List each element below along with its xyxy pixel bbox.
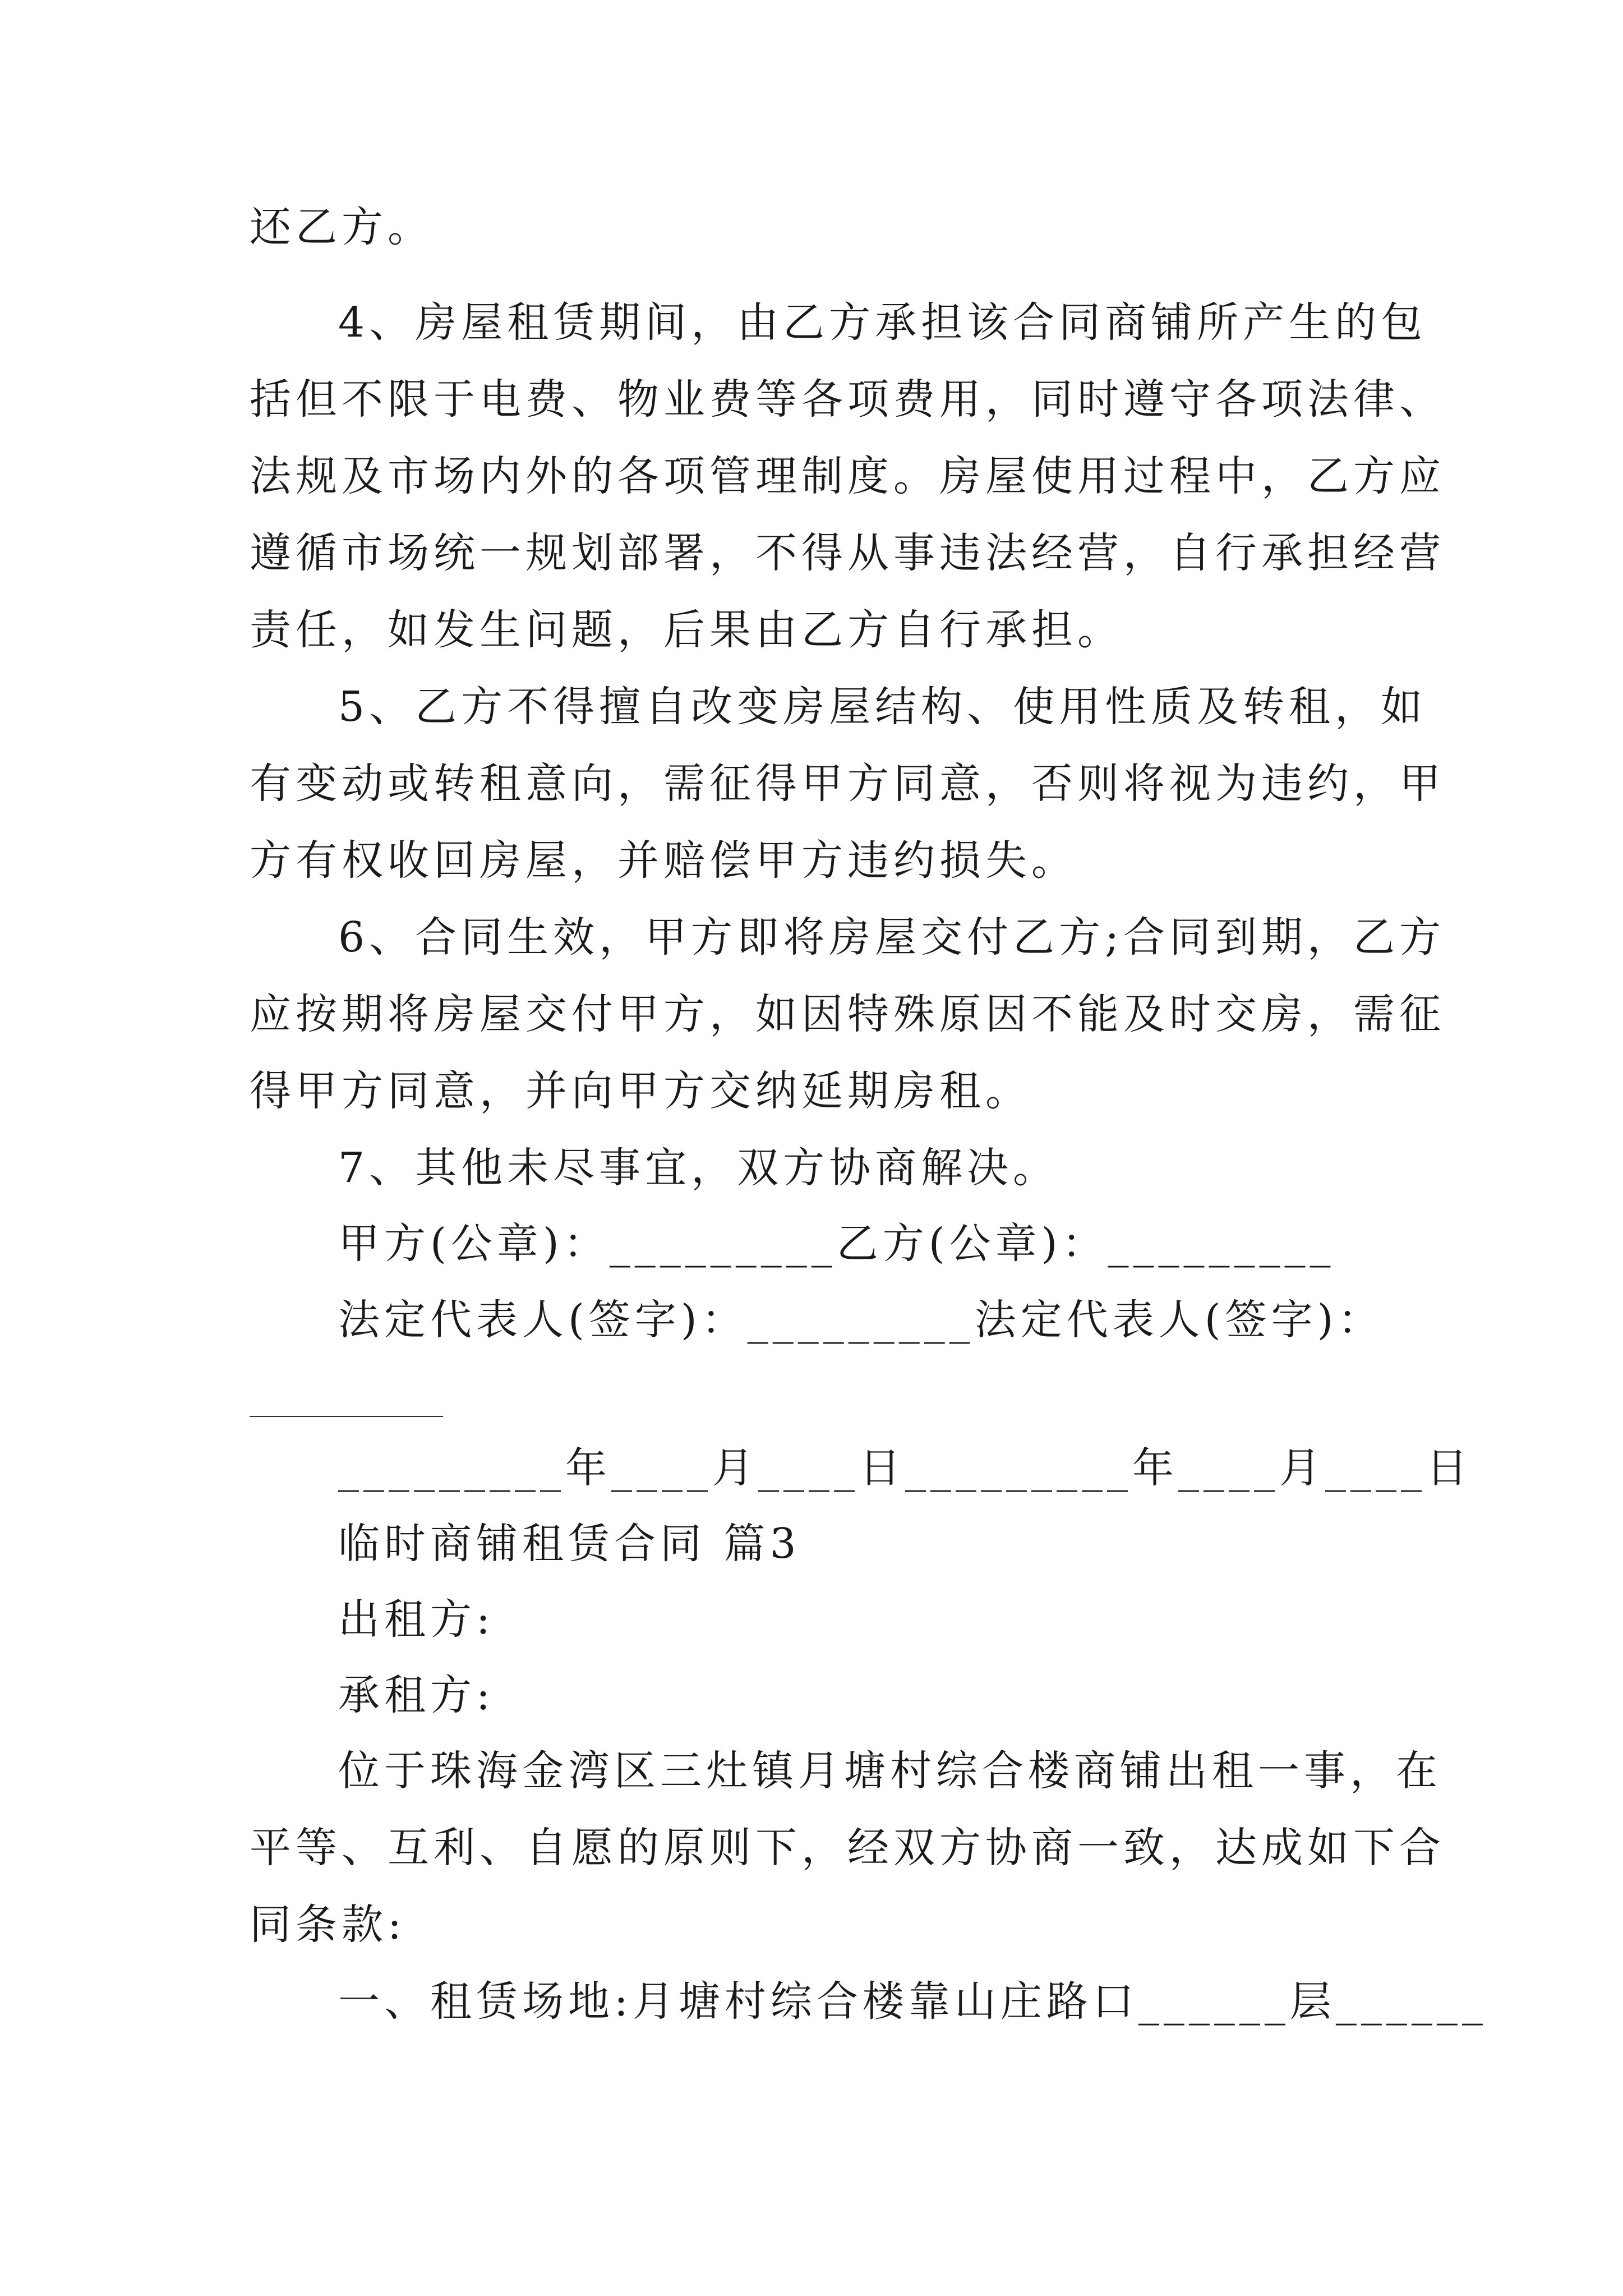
section-title: 临时商铺租赁合同 篇3 (338, 1520, 801, 1568)
lessor-line: 出租方: (338, 1595, 495, 1644)
clause-lease-site-line: 一、租赁场地:月塘村综合楼靠山庄路口______层______ (338, 1977, 1487, 2026)
clause-5-line: 5、乙方不得擅自改变房屋结构、使用性质及转租，如 (338, 683, 1427, 731)
signature-blank-rule (250, 1416, 443, 1417)
clause-4-line: 4、房屋租赁期间，由乙方承担该合同商铺所产生的包 (338, 298, 1427, 347)
text-line: 同条款: (250, 1901, 406, 1949)
text-line: 有变动或转租意向，需征得甲方同意，否则将视为违约，甲 (250, 760, 1445, 808)
text-line: 平等、互利、自愿的原则下，经双方协商一致，达成如下合 (250, 1824, 1445, 1872)
text-line: 责任，如发生问题，后果由乙方自行承担。 (250, 606, 1123, 654)
text-line: 得甲方同意，并向甲方交纳延期房租。 (250, 1067, 1031, 1115)
clause-6-line: 6、合同生效，甲方即将房屋交付乙方;合同到期，乙方 (338, 913, 1446, 961)
text-line: 法规及市场内外的各项管理制度。房屋使用过程中，乙方应 (250, 452, 1445, 500)
date-line: _________年____月____日_________年____月____日 (338, 1444, 1472, 1492)
seal-line: 甲方(公章)：_________乙方(公章)：_________ (338, 1220, 1335, 1268)
text-line: 方有权收回房屋，并赔偿甲方违约损失。 (250, 836, 1077, 885)
representative-line: 法定代表人(签字)：_________法定代表人(签字)： (338, 1296, 1384, 1344)
text-line: 还乙方。 (250, 203, 434, 251)
text-line: 遵循市场统一规划部署，不得从事违法经营，自行承担经营 (250, 529, 1445, 577)
lessee-line: 承租方: (338, 1671, 495, 1719)
text-line: 应按期将房屋交付甲方，如因特殊原因不能及时交房，需征 (250, 990, 1445, 1038)
text-line: 括但不限于电费、物业费等各项费用，同时遵守各项法律、 (250, 375, 1445, 424)
clause-7-line: 7、其他未尽事宜，双方协商解决。 (338, 1144, 1059, 1192)
intro-line: 位于珠海金湾区三灶镇月塘村综合楼商铺出租一事，在 (338, 1747, 1442, 1795)
